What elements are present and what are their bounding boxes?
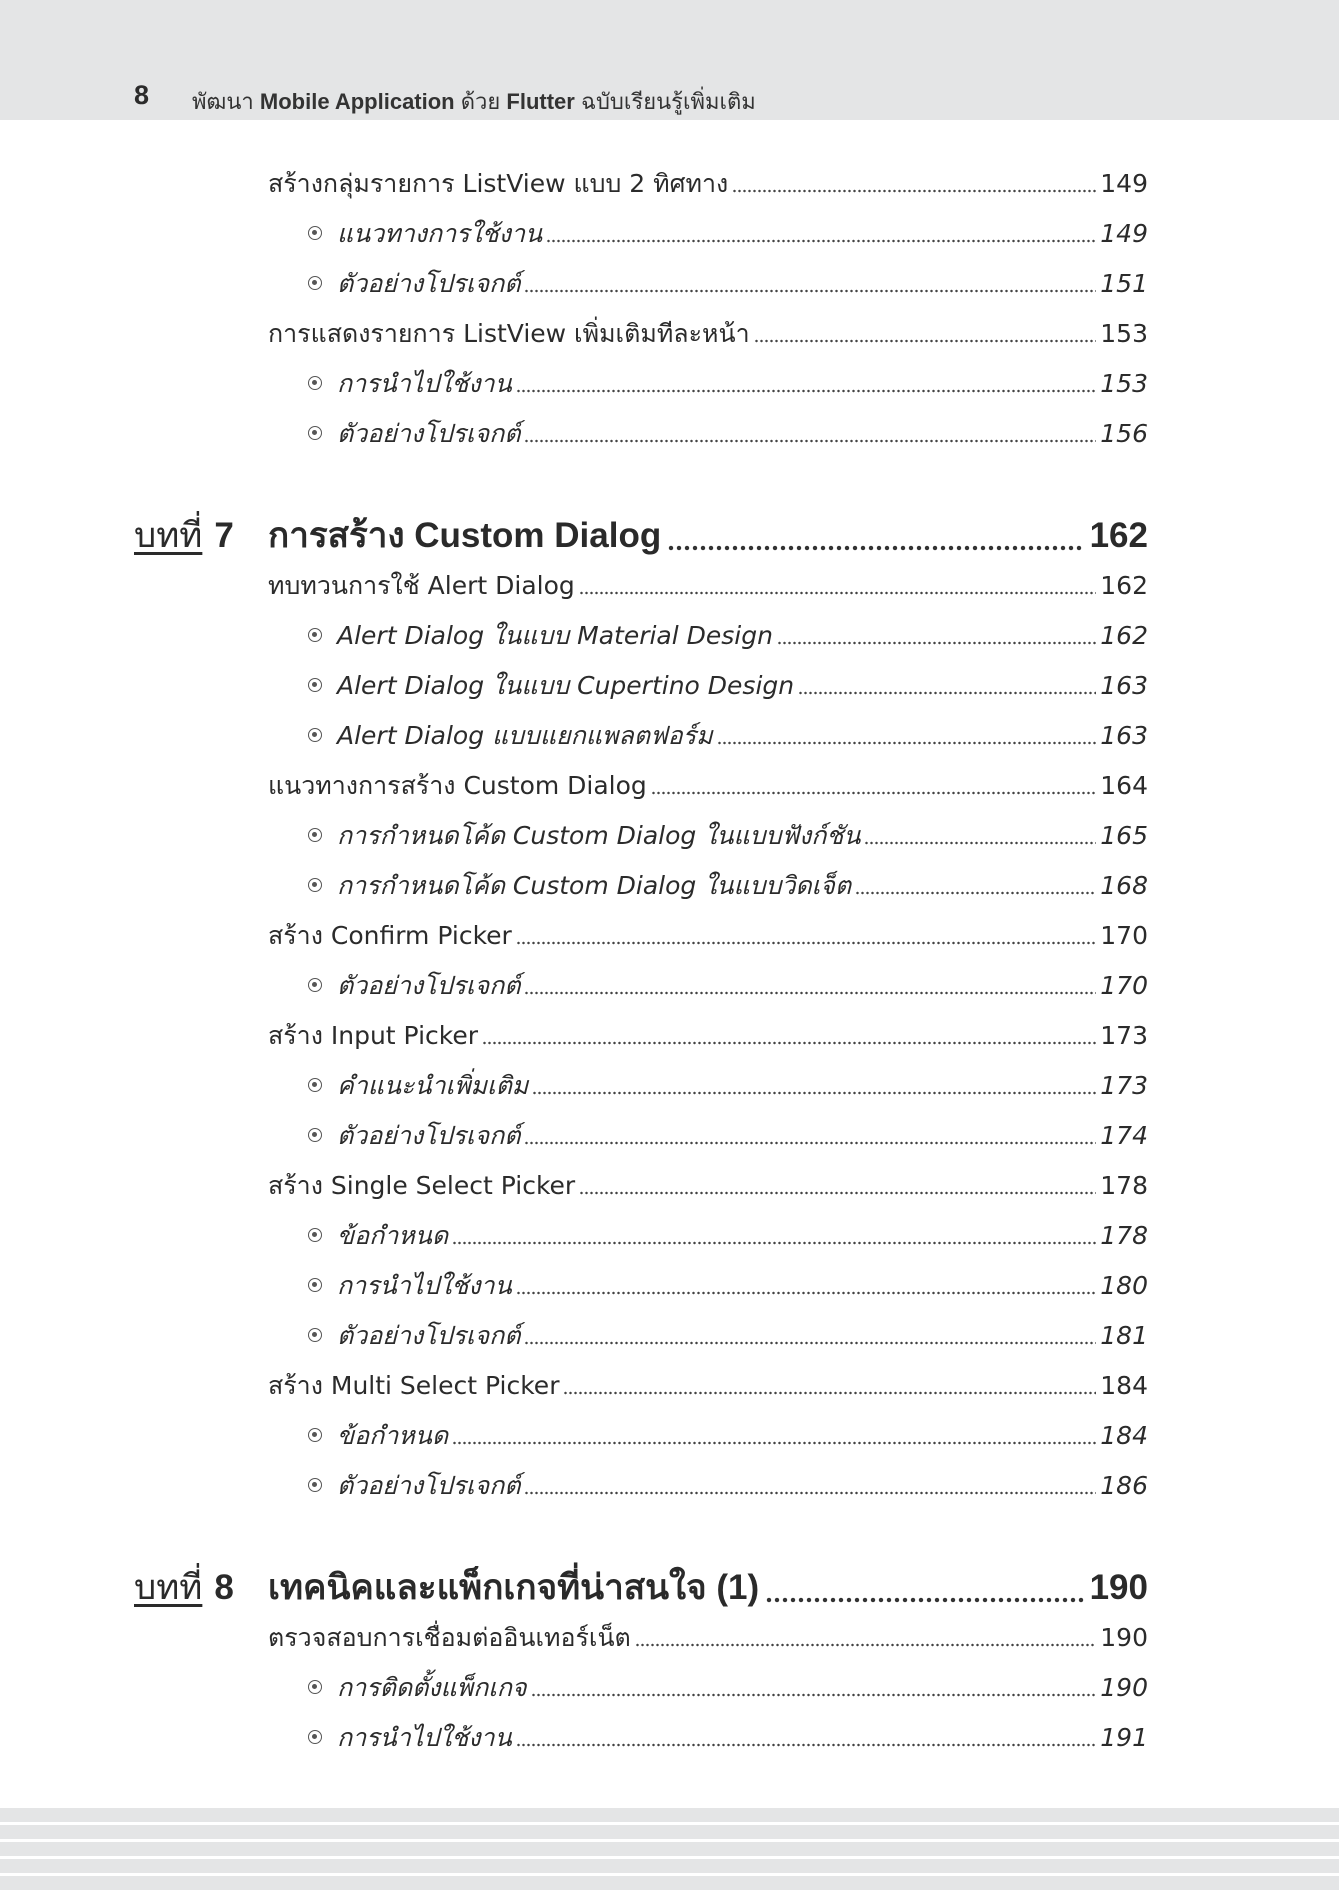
chapter-page: 190 (1089, 1568, 1148, 1607)
toc-entry-title: สร้าง Multi Select Picker (268, 1371, 560, 1400)
toc-subentry-title: การนำไปใช้งาน (337, 1723, 512, 1752)
toc-entry-title: สร้าง Confirm Picker (268, 921, 512, 950)
toc-subentry[interactable] (308, 1116, 1148, 1156)
dot-leader (482, 1041, 1096, 1045)
bullet-icon (308, 628, 322, 642)
toc-subentry-page: 174 (1100, 1121, 1148, 1150)
toc-subentry-title: ตัวอย่างโปรเจกต์ (337, 1321, 521, 1350)
toc-entry-page: 162 (1100, 571, 1148, 600)
toc-subentry-title: แนวทางการใช้งาน (337, 219, 543, 248)
bullet-icon (308, 1328, 322, 1342)
bullet-icon (308, 1278, 322, 1292)
toc-subentry[interactable] (308, 1416, 1148, 1456)
toc-entry[interactable] (268, 1166, 1148, 1206)
chapter-page: 162 (1089, 516, 1148, 555)
toc-subentry-page: 151 (1100, 269, 1148, 298)
dot-leader (516, 1291, 1097, 1295)
toc-subentry-page: 191 (1100, 1723, 1148, 1752)
toc-subentry[interactable] (308, 1316, 1148, 1356)
toc-subentry-page: 173 (1100, 1071, 1148, 1100)
toc-entry-title: ทบทวนการใช้ Alert Dialog (268, 571, 575, 600)
bullet-icon (308, 1128, 322, 1142)
toc-entry-title: แนวทางการสร้าง Custom Dialog (268, 771, 647, 800)
toc-subentry[interactable] (308, 866, 1148, 906)
dot-leader (524, 439, 1096, 443)
toc-entry-page: 170 (1100, 921, 1148, 950)
chapter-title: เทคนิคและแพ็กเกจที่น่าสนใจ (1) (268, 1568, 760, 1607)
dot-leader (651, 791, 1096, 795)
dot-leader (452, 1441, 1096, 1445)
toc-subentry[interactable] (308, 264, 1148, 304)
toc-subentry-page: 149 (1100, 219, 1148, 248)
toc-entry-page: 178 (1100, 1171, 1148, 1200)
running-title (192, 84, 756, 119)
chapter-heading[interactable] (134, 508, 1148, 560)
toc-subentry-page: 163 (1100, 721, 1148, 750)
bullet-icon (308, 1428, 322, 1442)
dot-leader (516, 389, 1097, 393)
dot-leader (754, 339, 1097, 343)
toc-subentry-page: 190 (1100, 1673, 1148, 1702)
toc-subentry-title: Alert Dialog แบบแยกแพลตฟอร์ม (337, 721, 713, 750)
toc-entry-page: 184 (1100, 1371, 1148, 1400)
dot-leader (579, 1191, 1096, 1195)
toc-subentry-title: ตัวอย่างโปรเจกต์ (337, 419, 521, 448)
toc-subentry[interactable] (308, 816, 1148, 856)
chapter-word: บทที่ (134, 1568, 203, 1607)
toc-subentry-page: 156 (1100, 419, 1148, 448)
dot-leader (524, 1491, 1096, 1495)
toc-subentry-title: การติดตั้งแพ็กเกจ (337, 1673, 527, 1702)
bullet-icon (308, 1078, 322, 1092)
toc-subentry[interactable] (308, 364, 1148, 404)
toc-entry[interactable] (268, 766, 1148, 806)
toc-subentry[interactable] (308, 1266, 1148, 1306)
dot-leader (855, 891, 1096, 895)
bullet-icon (308, 728, 322, 742)
chapter-number: 7 (214, 516, 234, 555)
toc-subentry-page: 165 (1100, 821, 1148, 850)
dot-leader (524, 991, 1096, 995)
toc-subentry-title: ตัวอย่างโปรเจกต์ (337, 1121, 521, 1150)
toc-subentry[interactable] (308, 1466, 1148, 1506)
footer-band (0, 1808, 1339, 1890)
toc-subentry[interactable] (308, 214, 1148, 254)
bullet-icon (308, 226, 322, 240)
dot-leader (717, 741, 1097, 745)
dot-leader (563, 1391, 1096, 1395)
dot-leader (765, 1597, 1083, 1603)
bullet-icon (308, 1228, 322, 1242)
running-title-bold-1: Mobile Application (259, 89, 455, 114)
toc-subentry[interactable] (308, 414, 1148, 454)
chapter-number: 8 (214, 1568, 234, 1607)
dot-leader (777, 641, 1096, 645)
bullet-icon (308, 1680, 322, 1694)
dot-leader (546, 239, 1096, 243)
toc-entry[interactable] (268, 566, 1148, 606)
bullet-icon (308, 376, 322, 390)
toc-subentry-page: 162 (1100, 621, 1148, 650)
toc-subentry-page: 168 (1100, 871, 1148, 900)
chapter-title: การสร้าง Custom Dialog (268, 516, 662, 555)
toc-entry-title: สร้าง Input Picker (268, 1021, 479, 1050)
running-title-bold-2: Flutter (506, 89, 575, 114)
toc-entry-page: 173 (1100, 1021, 1148, 1050)
bullet-icon (308, 978, 322, 992)
dot-leader (798, 691, 1096, 695)
chapter-word: บทที่ (134, 516, 203, 555)
toc-subentry-title: ตัวอย่างโปรเจกต์ (337, 971, 521, 1000)
toc-entry[interactable] (268, 1366, 1148, 1406)
toc-entry-page: 164 (1100, 771, 1148, 800)
toc-subentry-title: ตัวอย่างโปรเจกต์ (337, 269, 521, 298)
toc-subentry-title: ข้อกำหนด (337, 1221, 449, 1250)
running-title-mid: ด้วย (454, 89, 507, 114)
toc-entry[interactable] (268, 916, 1148, 956)
toc-subentry[interactable] (308, 1718, 1148, 1758)
toc-subentry-page: 153 (1100, 369, 1148, 398)
toc-entry[interactable] (268, 1016, 1148, 1056)
toc-subentry[interactable] (308, 666, 1148, 706)
toc-entry-title: การแสดงรายการ ListView เพิ่มเติมทีละหน้า (268, 319, 750, 348)
toc-entry[interactable] (268, 1618, 1148, 1658)
toc-subentry-page: 170 (1100, 971, 1148, 1000)
toc-subentry-page: 180 (1100, 1271, 1148, 1300)
toc-subentry[interactable] (308, 616, 1148, 656)
dot-leader (524, 1341, 1096, 1345)
bullet-icon (308, 1730, 322, 1744)
dot-leader (864, 841, 1096, 845)
toc-subentry-title: คำแนะนำเพิ่มเติม (337, 1071, 529, 1100)
toc-subentry-page: 184 (1100, 1421, 1148, 1450)
bullet-icon (308, 276, 322, 290)
dot-leader (635, 1643, 1096, 1647)
toc-entry-title: สร้างกลุ่มรายการ ListView แบบ 2 ทิศทาง (268, 169, 729, 198)
dot-leader (516, 1743, 1097, 1747)
toc-subentry-title: Alert Dialog ในแบบ Cupertino Design (337, 671, 795, 700)
toc-subentry-page: 163 (1100, 671, 1148, 700)
toc-entry-page: 149 (1100, 169, 1148, 198)
bullet-icon (308, 426, 322, 440)
running-title-prefix: พัฒนา (192, 89, 260, 114)
toc-entry-page: 190 (1100, 1623, 1148, 1652)
toc-subentry[interactable] (308, 1216, 1148, 1256)
dot-leader (524, 1141, 1096, 1145)
bullet-icon (308, 878, 322, 892)
dot-leader (524, 289, 1096, 293)
toc-subentry-page: 186 (1100, 1471, 1148, 1500)
toc-subentry-title: ตัวอย่างโปรเจกต์ (337, 1471, 521, 1500)
toc-subentry[interactable] (308, 966, 1148, 1006)
bullet-icon (308, 678, 322, 692)
toc-subentry-title: การกำหนดโค้ด Custom Dialog ในแบบวิดเจ็ต (337, 871, 852, 900)
toc-entry-title: สร้าง Single Select Picker (268, 1171, 576, 1200)
dot-leader (532, 1091, 1096, 1095)
toc-entry[interactable] (268, 164, 1148, 204)
toc-subentry[interactable] (308, 1066, 1148, 1106)
toc-subentry-title: การกำหนดโค้ด Custom Dialog ในแบบฟังก์ชัน (337, 821, 861, 850)
toc-entry-page: 153 (1100, 319, 1148, 348)
toc-entry-title: ตรวจสอบการเชื่อมต่ออินเทอร์เน็ต (268, 1623, 631, 1652)
toc-subentry-title: ข้อกำหนด (337, 1421, 449, 1450)
toc-subentry-page: 181 (1100, 1321, 1148, 1350)
dot-leader (531, 1693, 1097, 1697)
chapter-heading[interactable] (134, 1560, 1148, 1612)
dot-leader (516, 941, 1096, 945)
dot-leader (667, 545, 1083, 551)
chapter-label (134, 1560, 268, 1615)
bullet-icon (308, 828, 322, 842)
dot-leader (732, 189, 1096, 193)
toc-subentry-title: การนำไปใช้งาน (337, 369, 512, 398)
toc-subentry[interactable] (308, 716, 1148, 756)
dot-leader (579, 591, 1097, 595)
page-number: 8 (134, 80, 150, 110)
chapter-label (134, 508, 268, 563)
toc-subentry[interactable] (308, 1668, 1148, 1708)
toc-entry[interactable] (268, 314, 1148, 354)
toc-subentry-title: Alert Dialog ในแบบ Material Design (337, 621, 773, 650)
bullet-icon (308, 1478, 322, 1492)
toc-subentry-title: การนำไปใช้งาน (337, 1271, 512, 1300)
toc-subentry-page: 178 (1100, 1221, 1148, 1250)
dot-leader (452, 1241, 1096, 1245)
running-title-suffix: ฉบับเรียนรู้เพิ่มเติม (574, 89, 756, 114)
